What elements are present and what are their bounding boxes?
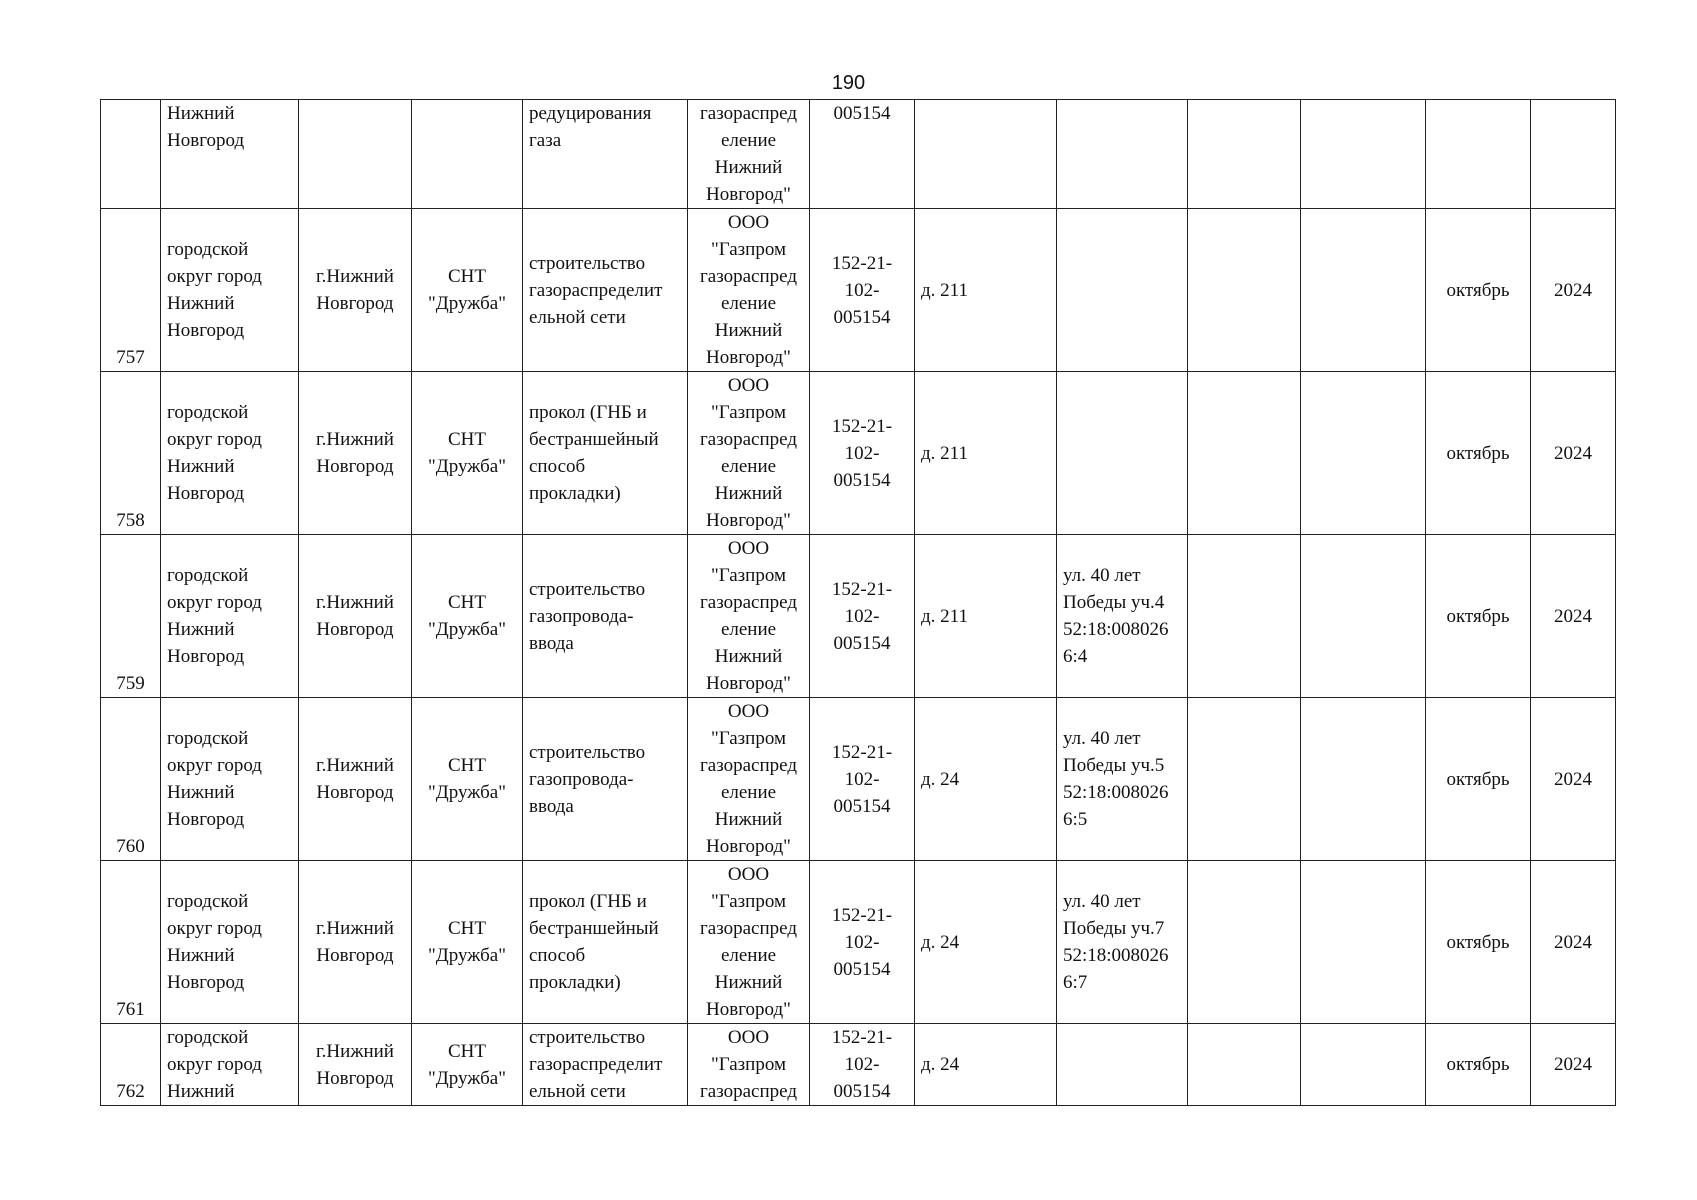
blank-cell bbox=[1301, 861, 1426, 1024]
month-cell bbox=[1426, 100, 1531, 209]
code-cell: 005154 bbox=[810, 100, 915, 209]
row-number-cell: 758 bbox=[101, 372, 161, 535]
work-type-cell: прокол (ГНБ и бестраншейный способ прокладки) bbox=[523, 372, 688, 535]
address-cell bbox=[1057, 372, 1188, 535]
year-cell: 2024 bbox=[1531, 1024, 1616, 1106]
blank-cell bbox=[1301, 209, 1426, 372]
year-cell: 2024 bbox=[1531, 861, 1616, 1024]
blank-cell bbox=[1188, 209, 1301, 372]
blank-cell bbox=[1301, 1024, 1426, 1106]
place-cell: СНТ "Дружба" bbox=[412, 209, 523, 372]
blank-cell bbox=[1188, 100, 1301, 209]
address-cell: ул. 40 лет Победы уч.7 52:18:008026 6:7 bbox=[1057, 861, 1188, 1024]
month-cell: октябрь bbox=[1426, 372, 1531, 535]
row-number-cell: 760 bbox=[101, 698, 161, 861]
table-row bbox=[101, 209, 1616, 372]
place-cell: СНТ "Дружба" bbox=[412, 698, 523, 861]
table-row bbox=[101, 698, 1616, 861]
work-type-cell: строительство газораспределит ельной сети bbox=[523, 1024, 688, 1106]
city-cell bbox=[299, 100, 412, 209]
house-cell: д. 211 bbox=[915, 372, 1057, 535]
blank-cell bbox=[1188, 698, 1301, 861]
month-cell: октябрь bbox=[1426, 209, 1531, 372]
blank-cell bbox=[1188, 535, 1301, 698]
blank-cell bbox=[1188, 372, 1301, 535]
organization-cell: ООО "Газпром газораспред еление Нижний Новгород" bbox=[688, 209, 810, 372]
house-cell bbox=[915, 100, 1057, 209]
organization-cell: ООО "Газпром газораспред еление Нижний Новгород" bbox=[688, 535, 810, 698]
work-type-cell: строительство газопровода- ввода bbox=[523, 535, 688, 698]
year-cell: 2024 bbox=[1531, 698, 1616, 861]
address-cell: ул. 40 лет Победы уч.4 52:18:008026 6:4 bbox=[1057, 535, 1188, 698]
row-number-cell: 761 bbox=[101, 861, 161, 1024]
place-cell: СНТ "Дружба" bbox=[412, 535, 523, 698]
row-number-cell: 762 bbox=[101, 1024, 161, 1106]
blank-cell bbox=[1301, 535, 1426, 698]
address-cell bbox=[1057, 209, 1188, 372]
work-type-cell: редуцирования газа bbox=[523, 100, 688, 209]
house-cell: д. 211 bbox=[915, 535, 1057, 698]
month-cell: октябрь bbox=[1426, 535, 1531, 698]
code-cell: 152-21- 102- 005154 bbox=[810, 209, 915, 372]
place-cell: СНТ "Дружба" bbox=[412, 372, 523, 535]
code-cell: 152-21- 102- 005154 bbox=[810, 372, 915, 535]
address-cell bbox=[1057, 1024, 1188, 1106]
table-row bbox=[101, 372, 1616, 535]
code-cell: 152-21- 102- 005154 bbox=[810, 535, 915, 698]
work-type-cell: строительство газопровода- ввода bbox=[523, 698, 688, 861]
blank-cell bbox=[1188, 861, 1301, 1024]
blank-cell bbox=[1301, 698, 1426, 861]
district-cell: городской округ город Нижний bbox=[161, 1024, 299, 1106]
address-cell bbox=[1057, 100, 1188, 209]
organization-cell: ООО "Газпром газораспред еление Нижний Новгород" bbox=[688, 861, 810, 1024]
year-cell: 2024 bbox=[1531, 535, 1616, 698]
page-number: 190 bbox=[831, 72, 866, 94]
code-cell: 152-21- 102- 005154 bbox=[810, 698, 915, 861]
house-cell: д. 24 bbox=[915, 1024, 1057, 1106]
house-cell: д. 211 bbox=[915, 209, 1057, 372]
district-cell: городской округ город Нижний Новгород bbox=[161, 209, 299, 372]
house-cell: д. 24 bbox=[915, 861, 1057, 1024]
work-type-cell: строительство газораспределит ельной сети bbox=[523, 209, 688, 372]
year-cell bbox=[1531, 100, 1616, 209]
organization-cell: газораспред еление Нижний Новгород" bbox=[688, 100, 810, 209]
organization-cell: ООО "Газпром газораспред bbox=[688, 1024, 810, 1106]
place-cell bbox=[412, 100, 523, 209]
house-cell: д. 24 bbox=[915, 698, 1057, 861]
table-row bbox=[101, 1024, 1616, 1106]
year-cell: 2024 bbox=[1531, 209, 1616, 372]
place-cell: СНТ "Дружба" bbox=[412, 861, 523, 1024]
city-cell: г.Нижний Новгород bbox=[299, 861, 412, 1024]
table-row bbox=[101, 100, 1616, 209]
month-cell: октябрь bbox=[1426, 698, 1531, 861]
district-cell: городской округ город Нижний Новгород bbox=[161, 861, 299, 1024]
organization-cell: ООО "Газпром газораспред еление Нижний Новгород" bbox=[688, 372, 810, 535]
address-cell: ул. 40 лет Победы уч.5 52:18:008026 6:5 bbox=[1057, 698, 1188, 861]
row-number-cell: 759 bbox=[101, 535, 161, 698]
blank-cell bbox=[1301, 100, 1426, 209]
code-cell: 152-21- 102- 005154 bbox=[810, 1024, 915, 1106]
district-cell: городской округ город Нижний Новгород bbox=[161, 535, 299, 698]
city-cell: г.Нижний Новгород bbox=[299, 209, 412, 372]
month-cell: октябрь bbox=[1426, 861, 1531, 1024]
organization-cell: ООО "Газпром газораспред еление Нижний Новгород" bbox=[688, 698, 810, 861]
district-cell: городской округ город Нижний Новгород bbox=[161, 372, 299, 535]
year-cell: 2024 bbox=[1531, 372, 1616, 535]
blank-cell bbox=[1188, 1024, 1301, 1106]
city-cell: г.Нижний Новгород bbox=[299, 1024, 412, 1106]
city-cell: г.Нижний Новгород bbox=[299, 535, 412, 698]
city-cell: г.Нижний Новгород bbox=[299, 698, 412, 861]
district-cell: городской округ город Нижний Новгород bbox=[161, 698, 299, 861]
code-cell: 152-21- 102- 005154 bbox=[810, 861, 915, 1024]
place-cell: СНТ "Дружба" bbox=[412, 1024, 523, 1106]
work-type-cell: прокол (ГНБ и бестраншейный способ прокладки) bbox=[523, 861, 688, 1024]
month-cell: октябрь bbox=[1426, 1024, 1531, 1106]
row-number-cell: 757 bbox=[101, 209, 161, 372]
blank-cell bbox=[1301, 372, 1426, 535]
city-cell: г.Нижний Новгород bbox=[299, 372, 412, 535]
register-table bbox=[100, 99, 1616, 1106]
district-cell: Нижний Новгород bbox=[161, 100, 299, 209]
row-number-cell bbox=[101, 100, 161, 209]
table-row bbox=[101, 535, 1616, 698]
table-row bbox=[101, 861, 1616, 1024]
